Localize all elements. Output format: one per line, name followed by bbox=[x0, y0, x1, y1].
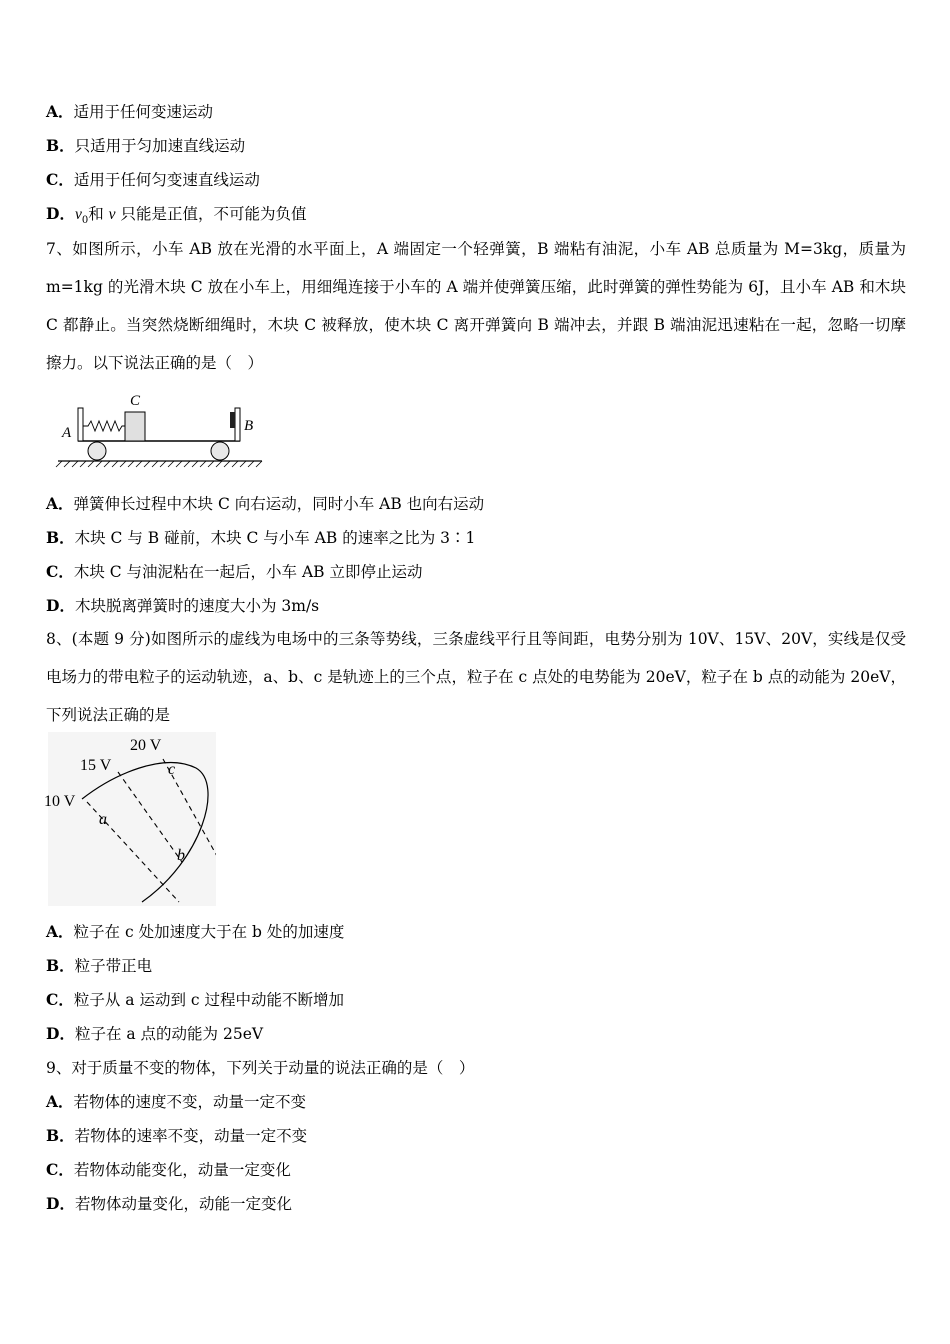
q9-stem: 9、对于质量不变的物体，下列关于动量的说法正确的是（ ） bbox=[46, 1059, 475, 1077]
q9-option-c: C．若物体动能变化，动量一定变化 bbox=[46, 1160, 291, 1179]
q7-fig-label-b: B bbox=[244, 418, 254, 434]
q9-option-d: D．若物体动量变化，动能一定变化 bbox=[46, 1194, 292, 1213]
q8-field-figure bbox=[44, 732, 216, 906]
q8-option-a: A．粒子在 c 处加速度大于在 b 处的加速度 bbox=[46, 922, 345, 941]
q8-stem: 8、(本题 9 分)如图所示的虚线为电场中的三条等势线，三条虚线平行且等间距，电势分别为 10V、15V、20V，实线是仅受电场力的带电粒子的运动轨迹，a、b、c 是轨迹上的三个点，粒子在 c 点处的电势能为 20eV，粒子在 b 点的动能为 20eV，下列说法正确的是 bbox=[46, 630, 906, 724]
q7-option-a: A．弹簧伸长过程中木块 C 向右运动，同时小车 AB 也向右运动 bbox=[46, 494, 485, 513]
q8-label-10v: 10 V bbox=[44, 793, 76, 810]
q7-fig-label-c: C bbox=[130, 393, 141, 409]
q8-option-d: D．粒子在 a 点的动能为 25eV bbox=[46, 1024, 264, 1043]
q6-option-b: B．只适用于匀加速直线运动 bbox=[46, 136, 246, 155]
q8-point-c: c bbox=[168, 761, 176, 778]
q7-option-c: C．木块 C 与油泥粘在一起后，小车 AB 立即停止运动 bbox=[46, 562, 423, 581]
q7-fig-label-a: A bbox=[62, 425, 72, 441]
q8-label-15v: 15 V bbox=[80, 757, 112, 774]
q6-option-c: C．适用于任何匀变速直线运动 bbox=[46, 170, 260, 189]
q8-label-20v: 20 V bbox=[130, 737, 162, 754]
q9-option-b: B．若物体的速率不变，动量一定不变 bbox=[46, 1126, 308, 1145]
q9-option-a: A．若物体的速度不变，动量一定不变 bbox=[46, 1092, 307, 1111]
q8-point-a: a bbox=[99, 811, 107, 828]
q6-option-d: D．$v_0$和 v 只能是正值，不可能为负值 bbox=[46, 204, 307, 227]
q7-option-d: D．木块脱离弹簧时的速度大小为 3m/s bbox=[46, 596, 320, 615]
q8-point-b: b bbox=[177, 847, 185, 864]
q8-option-c: C．粒子从 a 运动到 c 过程中动能不断增加 bbox=[46, 990, 344, 1009]
q6-option-a: A．适用于任何变速运动 bbox=[46, 102, 214, 121]
q7-option-b: B．木块 C 与 B 碰前，木块 C 与小车 AB 的速率之比为 3∶1 bbox=[46, 528, 476, 547]
q7-stem: 7、如图所示，小车 AB 放在光滑的水平面上，A 端固定一个轻弹簧，B 端粘有油泥，小车 AB 总质量为 M=3kg，质量为 m=1kg 的光滑木块 C 放在小车上，用细绳连接于小车的 A 端并使弹簧压缩，此时弹簧的弹性势能为 6J，且小车 AB 和木块 C 都静止。当突然烧断细绳时，木块 C 被释放，使木块 C 离开弹簧向 B 端冲去，并跟 B 端油泥迅速粘在一起，忽略一切摩擦力。以下说法正确的是（ ） bbox=[46, 240, 906, 372]
q7-cart-figure bbox=[50, 388, 270, 468]
q8-option-b: B．粒子带正电 bbox=[46, 956, 153, 975]
